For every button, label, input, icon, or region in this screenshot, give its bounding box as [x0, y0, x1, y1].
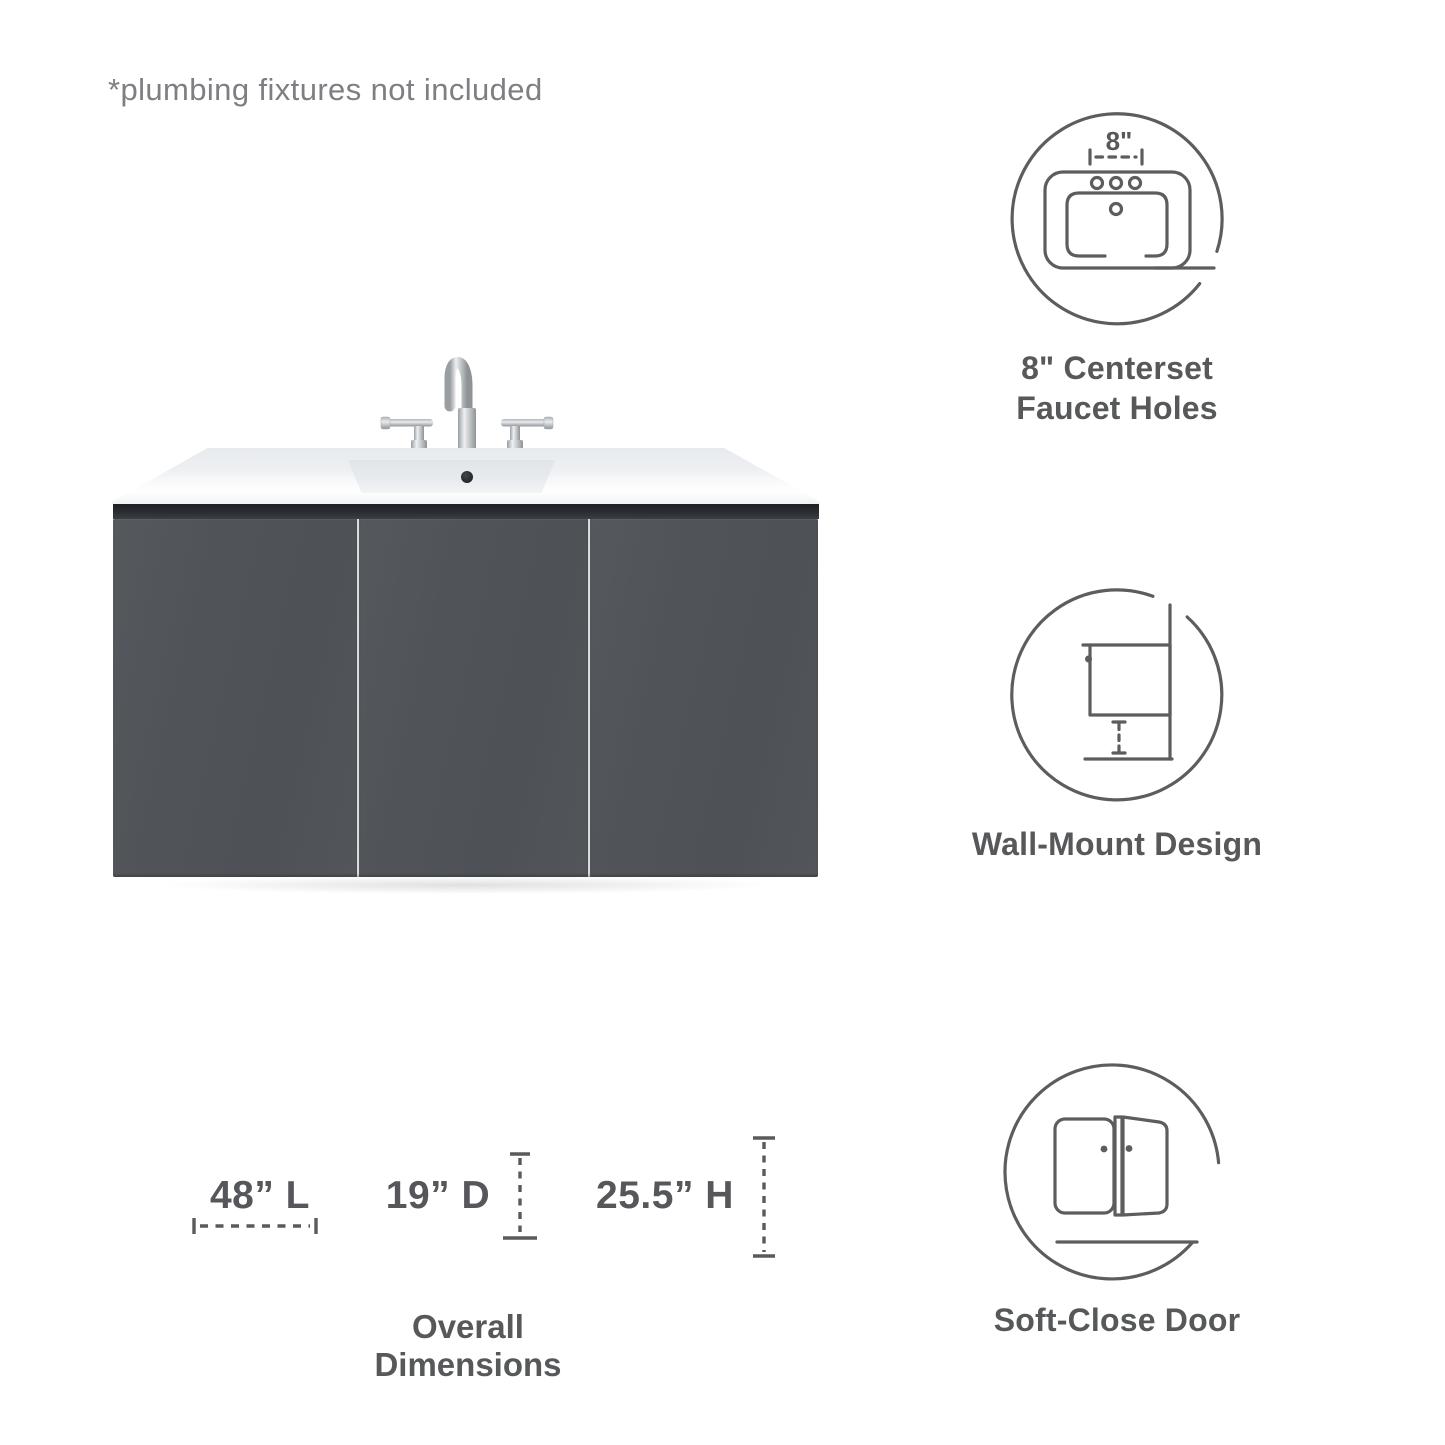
dimension-length-label: 48” L: [209, 1174, 311, 1217]
icon-circle-arc: [1005, 1065, 1219, 1279]
feature-label-wall-mount: Wall-Mount Design: [971, 826, 1263, 862]
cabinet-floor-shadow: [155, 876, 775, 894]
height-measure-line: [744, 1134, 784, 1260]
vanity-cabinet: [113, 519, 818, 877]
feature-label-soft-close: Soft-Close Door: [993, 1302, 1241, 1338]
sink-basin: [348, 460, 555, 493]
cabinet-outline: [1090, 645, 1170, 715]
dimension-depth-label: 19” D: [385, 1174, 491, 1217]
eight-inch-measure-label: 8": [1105, 126, 1133, 156]
closed-door-outline: [1055, 1119, 1114, 1213]
faucet-illustration: [377, 348, 557, 464]
open-door-outline: [1123, 1117, 1167, 1215]
dimension-height-label: 25.5” H: [596, 1174, 734, 1217]
dimensions-caption: Overall Dimensions: [374, 1308, 562, 1383]
wall-mount-icon: [1005, 583, 1235, 813]
cabinet-door-right: [590, 519, 818, 877]
countertop-shadow-line: [113, 504, 819, 519]
length-measure-line: [190, 1214, 320, 1238]
cabinet-door-center: [359, 519, 588, 877]
feature-label-centerset: 8" Centerset Faucet Holes: [1016, 350, 1218, 426]
sink-overflow-hole: [461, 471, 473, 483]
door-divider: [1115, 1117, 1122, 1215]
cabinet-door-left: [113, 519, 357, 877]
faucet-spout: [450, 362, 481, 461]
centerset-faucet-holes-icon: [1005, 103, 1235, 333]
icon-circle-arc: [1012, 590, 1222, 800]
plumbing-disclaimer-text: *plumbing fixtures not included: [108, 72, 543, 107]
soft-close-door-icon: [998, 1060, 1253, 1290]
depth-measure-line: [502, 1150, 538, 1242]
